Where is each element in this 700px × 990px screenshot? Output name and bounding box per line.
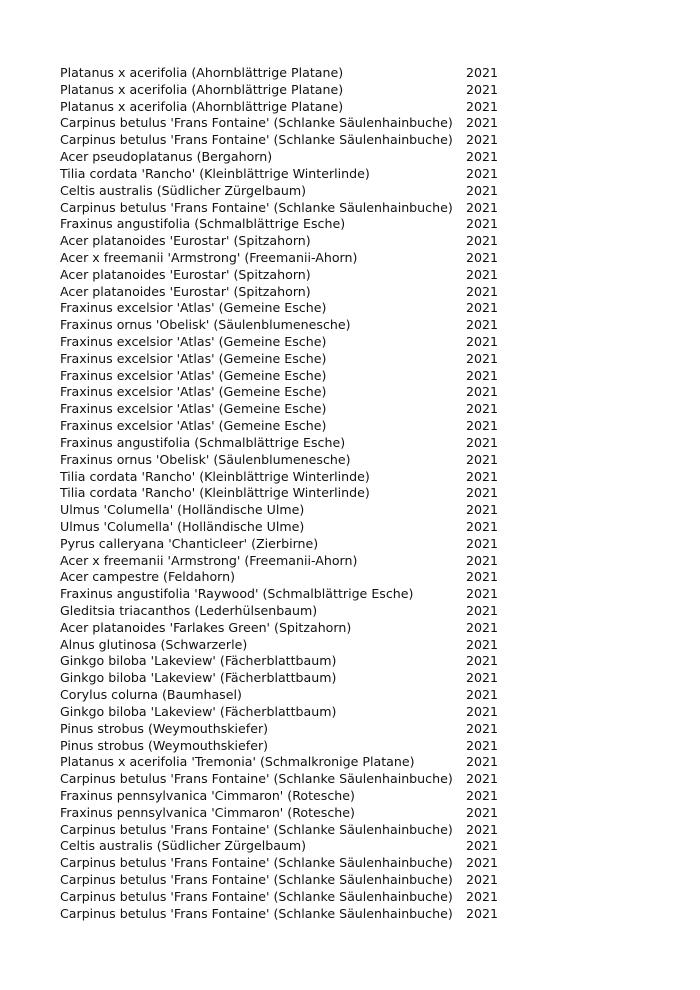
planting-year: 2021 <box>466 249 499 265</box>
list-item <box>60 653 510 670</box>
planting-year: 2021 <box>466 603 499 618</box>
planting-year: 2021 <box>466 132 499 148</box>
tree-name: Pinus strobus (Weymouthskiefer) <box>60 720 269 736</box>
planting-year: 2021 <box>466 367 499 383</box>
tree-name: Tilia cordata 'Rancho' (Kleinblättrige Winterlinde) <box>60 485 370 501</box>
tree-name: Carpinus betulus 'Frans Fontaine' (Schlanke Säulenhainbuche) <box>60 855 453 871</box>
list-item <box>60 822 510 839</box>
list-item <box>60 99 510 116</box>
list-item <box>60 384 510 401</box>
planting-year: 2021 <box>466 855 499 871</box>
tree-name: Fraxinus excelsior 'Atlas' (Gemeine Esche) <box>60 367 327 383</box>
planting-year: 2021 <box>466 468 499 484</box>
list-item <box>60 603 510 620</box>
planting-year: 2021 <box>466 98 499 114</box>
list-item <box>60 586 510 603</box>
list-item <box>60 906 510 923</box>
planting-year: 2021 <box>466 703 499 719</box>
tree-name: Platanus x acerifolia (Ahornblättrige Platane) <box>60 98 344 114</box>
planting-year: 2021 <box>466 451 499 467</box>
planting-year: 2021 <box>466 804 499 820</box>
tree-name: Fraxinus pennsylvanica 'Cimmaron' (Rotesche) <box>60 787 355 803</box>
tree-name: Platanus x acerifolia 'Tremonia' (Schmalkronige Platane) <box>60 754 415 770</box>
planting-year: 2021 <box>466 754 499 770</box>
list-item <box>60 754 510 771</box>
tree-name: Fraxinus excelsior 'Atlas' (Gemeine Esche) <box>60 300 327 316</box>
planting-year: 2021 <box>466 434 499 450</box>
list-item <box>60 351 510 368</box>
tree-name: Pinus strobus (Weymouthskiefer) <box>60 737 269 753</box>
list-item <box>60 200 510 217</box>
tree-name: Fraxinus pennsylvanica 'Cimmaron' (Rotesche) <box>60 804 355 820</box>
tree-name: Platanus x acerifolia (Ahornblättrige Platane) <box>60 65 344 80</box>
list-item <box>60 687 510 704</box>
planting-year: 2021 <box>466 350 499 366</box>
planting-year: 2021 <box>466 771 499 787</box>
planting-year: 2021 <box>466 216 499 232</box>
planting-year: 2021 <box>466 569 499 585</box>
tree-name: Acer campestre (Feldahorn) <box>60 569 236 585</box>
planting-year: 2021 <box>466 518 499 534</box>
planting-year: 2021 <box>466 300 499 316</box>
list-item <box>60 250 510 267</box>
tree-name: Ginkgo biloba 'Lakeview' (Fächerblattbaum) <box>60 703 337 719</box>
tree-name: Carpinus betulus 'Frans Fontaine' (Schlanke Säulenhainbuche) <box>60 888 453 904</box>
planting-year: 2021 <box>466 905 499 921</box>
tree-name: Carpinus betulus 'Frans Fontaine' (Schlanke Säulenhainbuche) <box>60 905 453 921</box>
planting-year: 2021 <box>466 81 499 97</box>
planting-year: 2021 <box>466 821 499 837</box>
list-item <box>60 569 510 586</box>
list-item <box>60 553 510 570</box>
list-item <box>60 670 510 687</box>
planting-year: 2021 <box>466 737 499 753</box>
tree-name: Carpinus betulus 'Frans Fontaine' (Schlanke Säulenhainbuche) <box>60 771 453 787</box>
planting-year: 2021 <box>466 384 499 400</box>
tree-name: Carpinus betulus 'Frans Fontaine' (Schlanke Säulenhainbuche) <box>60 132 453 148</box>
tree-name: Acer platanoides 'Eurostar' (Spitzahorn) <box>60 266 311 282</box>
list-item <box>60 418 510 435</box>
list-item <box>60 502 510 519</box>
list-item <box>60 536 510 553</box>
tree-name: Celtis australis (Südlicher Zürgelbaum) <box>60 838 307 854</box>
list-item <box>60 317 510 334</box>
list-item <box>60 872 510 889</box>
tree-name: Celtis australis (Südlicher Zürgelbaum) <box>60 182 307 198</box>
list-item <box>60 216 510 233</box>
list-item <box>60 166 510 183</box>
tree-name: Fraxinus angustifolia (Schmalblättrige Esche) <box>60 216 346 232</box>
planting-year: 2021 <box>466 586 499 602</box>
planting-year: 2021 <box>466 418 499 434</box>
tree-name: Acer platanoides 'Eurostar' (Spitzahorn) <box>60 233 311 249</box>
planting-year: 2021 <box>466 65 499 80</box>
planting-year: 2021 <box>466 535 499 551</box>
tree-name: Acer platanoides 'Eurostar' (Spitzahorn) <box>60 283 311 299</box>
tree-name: Acer x freemanii 'Armstrong' (Freemanii-Ahorn) <box>60 552 358 568</box>
planting-year: 2021 <box>466 502 499 518</box>
tree-name: Ginkgo biloba 'Lakeview' (Fächerblattbaum) <box>60 653 337 669</box>
tree-name: Fraxinus angustifolia (Schmalblättrige Esche) <box>60 434 346 450</box>
list-item <box>60 267 510 284</box>
list-item <box>60 233 510 250</box>
list-item <box>60 738 510 755</box>
tree-name: Gleditsia triacanthos (Lederhülsenbaum) <box>60 603 318 618</box>
list-item <box>60 82 510 99</box>
list-item <box>60 788 510 805</box>
planting-year: 2021 <box>466 838 499 854</box>
tree-name: Fraxinus excelsior 'Atlas' (Gemeine Esche) <box>60 384 327 400</box>
list-item <box>60 889 510 906</box>
planting-year: 2021 <box>466 636 499 652</box>
planting-year: 2021 <box>466 233 499 249</box>
list-item <box>60 115 510 132</box>
tree-name: Acer x freemanii 'Armstrong' (Freemanii-Ahorn) <box>60 249 358 265</box>
list-item <box>60 284 510 301</box>
tree-name: Fraxinus ornus 'Obelisk' (Säulenblumenesche) <box>60 451 351 467</box>
planting-year: 2021 <box>466 334 499 349</box>
planting-year: 2021 <box>466 199 499 215</box>
tree-name: Fraxinus ornus 'Obelisk' (Säulenblumenesche) <box>60 317 351 333</box>
planting-year: 2021 <box>466 149 499 165</box>
planting-year: 2021 <box>466 720 499 736</box>
planting-year: 2021 <box>466 165 499 181</box>
planting-year: 2021 <box>466 888 499 904</box>
planting-year: 2021 <box>466 552 499 568</box>
tree-name: Fraxinus angustifolia 'Raywood' (Schmalblättrige Esche) <box>60 586 414 602</box>
list-item <box>60 771 510 788</box>
list-item <box>60 132 510 149</box>
list-item <box>60 485 510 502</box>
planting-year: 2021 <box>466 266 499 282</box>
tree-name: Fraxinus excelsior 'Atlas' (Gemeine Esche) <box>60 334 327 349</box>
list-item <box>60 368 510 385</box>
tree-name: Acer platanoides 'Farlakes Green' (Spitzahorn) <box>60 619 352 635</box>
planting-year: 2021 <box>466 670 499 686</box>
list-item <box>60 401 510 418</box>
tree-name: Tilia cordata 'Rancho' (Kleinblättrige Winterlinde) <box>60 468 370 484</box>
list-item <box>60 519 510 536</box>
list-item <box>60 721 510 738</box>
list-item <box>60 300 510 317</box>
planting-year: 2021 <box>466 401 499 417</box>
planting-year: 2021 <box>466 619 499 635</box>
tree-name: Alnus glutinosa (Schwarzerle) <box>60 636 248 652</box>
list-item <box>60 704 510 721</box>
list-item <box>60 805 510 822</box>
planting-year: 2021 <box>466 787 499 803</box>
list-item <box>60 469 510 486</box>
list-item <box>60 435 510 452</box>
list-item <box>60 855 510 872</box>
planting-year: 2021 <box>466 317 499 333</box>
planting-year: 2021 <box>466 872 499 887</box>
list-item <box>60 334 510 351</box>
tree-name: Platanus x acerifolia (Ahornblättrige Platane) <box>60 81 344 97</box>
tree-name: Fraxinus excelsior 'Atlas' (Gemeine Esche) <box>60 350 327 366</box>
planting-year: 2021 <box>466 687 499 703</box>
tree-name: Pyrus calleryana 'Chanticleer' (Zierbirne) <box>60 535 319 551</box>
planting-year: 2021 <box>466 485 499 501</box>
tree-name: Carpinus betulus 'Frans Fontaine' (Schlanke Säulenhainbuche) <box>60 199 453 215</box>
tree-name: Carpinus betulus 'Frans Fontaine' (Schlanke Säulenhainbuche) <box>60 115 453 131</box>
tree-name: Carpinus betulus 'Frans Fontaine' (Schlanke Säulenhainbuche) <box>60 872 453 887</box>
list-item <box>60 838 510 855</box>
tree-name: Tilia cordata 'Rancho' (Kleinblättrige Winterlinde) <box>60 165 370 181</box>
tree-name: Ulmus 'Columella' (Holländische Ulme) <box>60 518 305 534</box>
planting-year: 2021 <box>466 182 499 198</box>
tree-name: Ulmus 'Columella' (Holländische Ulme) <box>60 502 305 518</box>
tree-name: Ginkgo biloba 'Lakeview' (Fächerblattbaum) <box>60 670 337 686</box>
list-item <box>60 183 510 200</box>
planting-year: 2021 <box>466 653 499 669</box>
planting-year: 2021 <box>466 283 499 299</box>
tree-name: Carpinus betulus 'Frans Fontaine' (Schlanke Säulenhainbuche) <box>60 821 453 837</box>
tree-name: Corylus colurna (Baumhasel) <box>60 687 242 703</box>
list-item <box>60 149 510 166</box>
list-item <box>60 452 510 469</box>
tree-name: Acer pseudoplatanus (Bergahorn) <box>60 149 273 165</box>
tree-name: Fraxinus excelsior 'Atlas' (Gemeine Esche) <box>60 401 327 417</box>
list-item <box>60 637 510 654</box>
list-item <box>60 65 510 82</box>
tree-list <box>60 65 510 922</box>
tree-name: Fraxinus excelsior 'Atlas' (Gemeine Esche) <box>60 418 327 434</box>
list-item <box>60 620 510 637</box>
planting-year: 2021 <box>466 115 499 131</box>
